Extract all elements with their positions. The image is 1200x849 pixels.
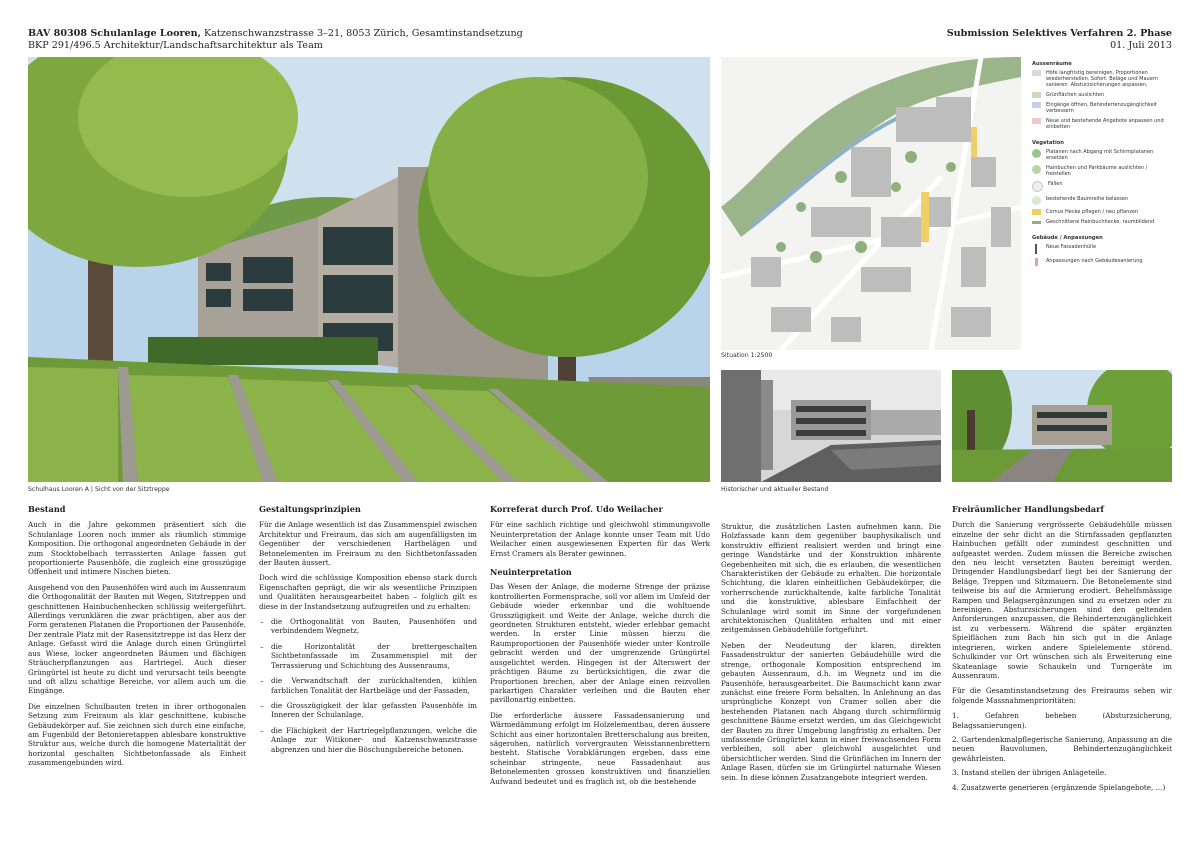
project-title-line bbox=[28, 28, 523, 40]
legend-text: bestehende Baumreihe belassen bbox=[1046, 196, 1129, 202]
legend-item bbox=[1032, 70, 1177, 88]
legend-text: Neue Fassadenhülle bbox=[1046, 244, 1097, 250]
paragraph: Ausgehend von den Pausenhöfen wird auch im Aussenraum die Orthogonalität der Bauten mit Wegen, Sitztreppen und geschnittenen Hainbuchenhecken schlüssig weitergeführt. Allerdings verunklären die zwar prächtigen, aber aus der Form geratenen Platanen die Proportionen der Pausenhöfe. Der zentrale Platz mit der Rasensitztreppe ist das Herz der Anlage. Gefasst wird die Anlage durch einen Grüngürtel aus Wiese, locker angeordneten Bäumen und flächigen Sträucherpflanzungen aus Hartriegel. Auch dieser Grüngürtel ist heute zu dicht und verursacht teils beengte und oft allzu schattige Bereiche, vor allem auch um die Eingänge. bbox=[28, 582, 246, 696]
legend-swatch bbox=[1032, 221, 1041, 224]
section-title: Bestand bbox=[28, 504, 66, 514]
legend-text: Neue und bestehende Angebote anpassen und einbetten bbox=[1046, 118, 1164, 130]
legend-text: Anpassungen nach Gebäudesanierung bbox=[1046, 258, 1143, 264]
legend-text: Eingänge öffnen, Behindertenzugänglichkeit verbessern bbox=[1046, 102, 1158, 114]
column-handlungsbedarf bbox=[952, 505, 1172, 797]
legend-text: Geschnittene Hainbuchhecke, raumbildend bbox=[1046, 219, 1155, 225]
legend-item bbox=[1032, 196, 1177, 205]
priorities-list bbox=[952, 711, 1172, 792]
legend-group-title: Aussenräume bbox=[1032, 61, 1072, 67]
legend-swatch bbox=[1032, 70, 1041, 76]
site-plan-map bbox=[721, 57, 1021, 350]
legend-item bbox=[1032, 219, 1177, 225]
column-gestaltungsprinzipien bbox=[259, 505, 477, 760]
legend-item bbox=[1032, 165, 1177, 177]
plan-legend bbox=[1032, 57, 1177, 270]
historic-bw-photo bbox=[721, 370, 941, 482]
legend-item bbox=[1032, 102, 1177, 114]
principles-list bbox=[259, 617, 477, 754]
legend-text: Hainbuchen und Parkbäume auslichten / freistellen bbox=[1046, 165, 1148, 177]
legend-group-title: Vegetation bbox=[1032, 140, 1064, 146]
legend-swatch bbox=[1032, 149, 1041, 158]
paragraph: Für die Gesamtinstandsetzung des Freiraums sehen wir folgende Massnahmenprioritäten: bbox=[952, 686, 1172, 705]
current-color-photo bbox=[952, 370, 1172, 482]
column-bestand bbox=[28, 505, 246, 774]
legend-swatch bbox=[1035, 244, 1037, 254]
list-item: 3. Instand stellen der übrigen Anlageteile. bbox=[952, 768, 1107, 778]
paragraph: Durch die Sanierung vergrösserte Gebäudehülle müssen einzelne der sehr dicht an die Stirnfassaden gepflanzten Hainbuchen gefällt oder zumindest geschnitten und aufgeastet werden. Zudem müssen die Bereiche zwischen den neu leicht versetzten Bauten bereinigt werden. Dringender Handlungsbedarf liegt bei der Sanierung der Beläge, Treppen und Sitzmauern. Die Betonelemente sind teilweise bis auf die Armierung erodiert. Behelfsmässige Rampen und Belagsergänzungen sind zu ersetzen oder zu bereinigen. Absturzsicherungen sind den geltenden Anforderungen anzupassen, die Behindertenzugänglichkeit ist zu verbessern. Während die später ergänzten Spielflächen zum Bach hin sich gut in die Anlage integrieren, wirken andere Spielelemente störend. Schulkinder vor Ort wünschen sich als Erweiterung eine Skateanlage sowie Schaukeln und Turngeräte im Aussenraum. bbox=[952, 520, 1172, 680]
legend-item bbox=[1032, 209, 1177, 215]
legend-swatch bbox=[1032, 165, 1041, 174]
header-right bbox=[947, 28, 1172, 52]
header-left bbox=[28, 28, 523, 52]
project-subtitle: BKP 291/496.5 Architektur/Landschaftsarchitektur als Team bbox=[28, 40, 323, 51]
legend-swatch bbox=[1035, 258, 1038, 266]
paragraph: Struktur, die zusätzlichen Lasten aufnehmen kann. Die Holzfassade kann dem gegenüber bauphysikalisch und konstruktiv effizient realisiert werden und bringt eine geringe Wandstärke und der Konstruktion inhärente Gegebenheiten mit sich, die es erlauben, die wesentlichen Charakteristiken der Gebäude zu erhalten. Die horizontale Schichtung, die klaren einheitlichen Gebäudekörper, die vorherrschende zurückhaltende, kalte farbliche Tonalität und die konstruktive, ablesbare Einfachheit der Schulanlage wird somit im Sinne der vorgefundenen architektonischen Qualitäten erhalten und mit einer zeitgemässen Gebäudehülle fortgeführt. bbox=[721, 522, 941, 635]
legend-text: Höfe langfristig bereinigen, Proportionen wiederherstellen. Sofort: Beläge und Mauern sanieren. Absturzsicherungen anpassen. bbox=[1046, 70, 1158, 88]
paragraph: Doch wird die schlüssige Komposition ebenso stark durch Eigenschaften geprägt, die wir als wesentliche Prinzipien und Qualitäten herausgearbeitet haben – folglich gilt es diese in der Instandsetzung aufzugreifen und zu erhalten: bbox=[259, 573, 477, 611]
list-item: – die Horizontalität der brettergeschalten Sichtbetonfassade im Zusammenspiel mit der Terrassierung und Schichtung des Aussenraums, bbox=[271, 642, 477, 670]
legend-text: Cornus Hecke pflegen / neu pflanzen bbox=[1046, 209, 1139, 215]
submission-date: 01. Juli 2013 bbox=[1110, 40, 1172, 51]
paragraph: Für eine sachlich richtige und gleichwohl stimmungsvolle Neuinterpretation der Anlage konnte unser Team mit Udo Weilacher einen ausgewiesenen Experten für das Werk Ernst Cramers als Berater gewinnen. bbox=[490, 520, 710, 558]
section-title: Gestaltungsprinzipien bbox=[259, 504, 361, 514]
legend-swatch bbox=[1032, 118, 1041, 124]
list-item: 4. Zusatzwerte generieren (ergänzende Spielangebote, ...) bbox=[952, 782, 1166, 792]
legend-item bbox=[1032, 118, 1177, 130]
legend-item bbox=[1032, 258, 1177, 266]
main-photo-caption: Schulhaus Looren A | Sicht von der Sitztreppe bbox=[28, 486, 170, 493]
subsection-title: Neuinterpretation bbox=[490, 567, 572, 578]
project-address: Katzenschwanzstrasse 3–21, 8053 Zürich, Gesamtinstandsetzung bbox=[200, 28, 523, 39]
legend-item bbox=[1032, 181, 1177, 192]
list-item: 1. Gefahren beheben (Absturzsicherung, Belagssanierungen). bbox=[952, 711, 1172, 730]
legend-text: Grünflächen auslichten bbox=[1046, 92, 1104, 98]
section-title: Korreferat durch Prof. Udo Weilacher bbox=[490, 504, 663, 514]
current-photo bbox=[952, 370, 1172, 482]
legend-text: Fällen bbox=[1048, 181, 1063, 187]
historic-photo bbox=[721, 370, 941, 482]
historic-caption: Historischer und aktueller Bestand bbox=[721, 486, 829, 493]
submission-title: Submission Selektives Verfahren 2. Phase bbox=[946, 28, 1172, 39]
legend-text: Platanen nach Abgang mit Schirmplatanen ersetzen bbox=[1046, 149, 1154, 161]
legend-item bbox=[1032, 244, 1177, 254]
paragraph: Neben der Neudeutung der klaren, direkten Fassadenstruktur der sanierten Gebäudehülle wird die strenge, orthogonale Komposition entsprechend im gebauten Aussenraum, d.h. im Wegnetz und im die Pausenhöfe, herausgearbeitet. Die Baumschicht kann zwar zunächst eine freiere Form behalten. In Anlehnung an das ursprüngliche Konzept von Cramer sollen aber die bestehenden Platanen nach Abgang durch schirmförmig geschnittene Bäume ersetzt werden, um das Gleichgewicht der Bauten zu ihrer Umgebung langfristig zu erhalten. Der umfassende Grüngürtel kann in einer freiwachsenden Form verbleiben, soll aber gleichwohl ausgelichtet und übersichtlicher werden. Sind die Grünflächen im Innern der Anlage Rasen, dürfen sie im Grüngürtel naturnahe Wiesen sein. In diese können Zusatzangebote integriert werden. bbox=[721, 640, 941, 782]
paragraph: Die einzelnen Schulbauten treten in ihrer orthogonalen Setzung zum Freiraum als klar geschnittene, kubische Gebäudekörper auf. Sie zeichnen sich durch eine einfache, am Fugenbild der Betonieretappen ablesbare konstruktive Struktur aus, welche durch die homogene Materialität der horizontal geschalten Sichtbetonfassade als Einheit zusammengebunden wird. bbox=[28, 701, 246, 768]
paragraph: Die erforderliche äussere Fassadensanierung und Wärmedämmung erfolgt im Holzelementbau, deren äussere Schicht aus einer horizontalen Bretterschalung aus breiten, sägerohen, natürlich vorvergrauten Weisstannenbrettern besteht. Statische Vorabklärungen ergeben, dass eine scheinbar stringente, neue Fassadenhaut aus Betonelementen grossen konstruktiven und finanziellen Aufwand bedeutet und es fraglich ist, ob die bestehende bbox=[490, 710, 710, 786]
list-item: – die Verwandtschaft der zurückhaltenden, kühlen farblichen Tonalität der Hartbeläge und der Fassaden, bbox=[271, 676, 477, 695]
school-building-photo bbox=[28, 57, 710, 482]
legend-swatch bbox=[1032, 102, 1041, 108]
column-korreferat-cont bbox=[721, 522, 941, 788]
paragraph: Für die Anlage wesentlich ist das Zusammenspiel zwischen Architektur und Freiraum, das sich am augenfälligsten im Gegenüber der verschiedenen Hartbelägen und Betonelementen im Freiraum zu den Sichtbetonfassaden der Bauten äussert. bbox=[259, 520, 477, 568]
paragraph: Das Wesen der Anlage, die moderne Strenge der präzise kontrollierten Formensprache, soll vor allem im Umfeld der Gebäude wieder erkennbar und die wohltuende Grosszügigkeit und Weite der Anlage, welche durch die geordneten Strukturen entsteht, wieder erlebbar gemacht werden. In erster Linie müssen hierzu die Raumproportionen der Pausenhöfe wieder unter Kontrolle gebracht werden und der umgrenzende Grüngürtel ausgelichtet werden. Hingegen ist der Alterswert der prächtigen Bäume zu berücksichtigen, die zwar die Proportionen brechen, aber der Anlage einen reizvollen parkartigen Charakter verleihen und die Bauten eher pavillonartig einbetten. bbox=[490, 582, 710, 705]
situation-plan bbox=[721, 57, 1021, 350]
list-item: – die Grosszügigkeit der klar gefassten Pausenhöfe im Inneren der Schulanlage, bbox=[271, 701, 477, 720]
legend-swatch bbox=[1032, 209, 1041, 215]
situation-caption: Situation 1:2500 bbox=[721, 352, 773, 359]
project-id: BAV 80308 Schulanlage Looren, bbox=[28, 28, 201, 39]
column-korreferat bbox=[490, 505, 710, 792]
main-photo bbox=[28, 57, 710, 482]
list-item: – die Orthogonalität von Bauten, Pausenhöfen und verbindendem Wegnetz, bbox=[271, 617, 477, 636]
list-item: 2. Gartendenkmalpflegerische Sanierung, Anpassung an die neuen Bauvolumen, Behindertenzugänglichkeit gewährleisten. bbox=[952, 734, 1172, 763]
legend-swatch bbox=[1032, 92, 1041, 98]
legend-item bbox=[1032, 149, 1177, 161]
legend-item bbox=[1032, 92, 1177, 98]
legend-swatch bbox=[1032, 181, 1043, 192]
list-item: – die Flächigkeit der Hartriegelpflanzungen, welche die Anlage zur Witikoner- und Katzenschwanzstrasse abgrenzen und hier die Böschungsbereiche betonen. bbox=[271, 726, 477, 754]
paragraph: Auch in die Jahre gekommen präsentiert sich die Schulanlage Looren noch immer als räumlich stimmige Komposition. Die orthogonal angeordneten Gebäude in der zum Stocktobelbach terrassierten Anlage fassen gut proportionierte Pausenhöfe, die zugleich eine grosszügige Offenheit und intimere Nischen bieten. bbox=[28, 520, 246, 577]
section-title: Freiräumlicher Handlungsbedarf bbox=[952, 504, 1104, 514]
legend-swatch bbox=[1032, 196, 1041, 205]
legend-group-title: Gebäude / Anpassungen bbox=[1032, 235, 1103, 241]
